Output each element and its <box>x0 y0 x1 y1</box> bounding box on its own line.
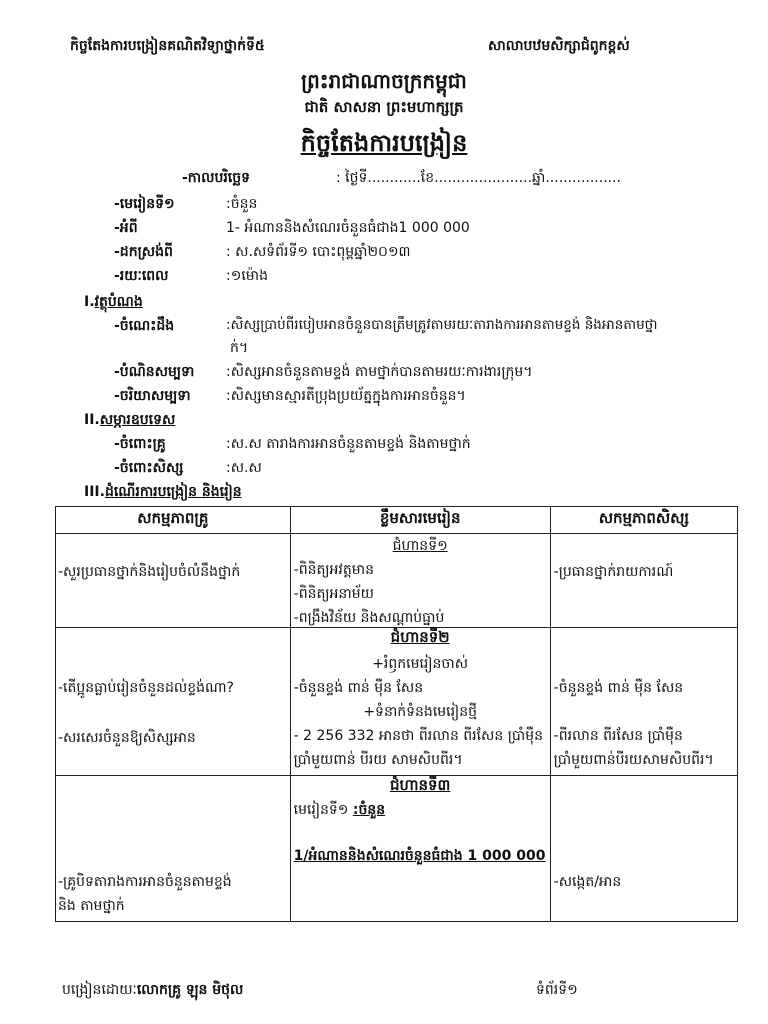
header-student-activity: សកម្មភាពសិស្ស <box>550 507 737 534</box>
table-row <box>56 534 738 628</box>
footer-teacher-prefix: បង្រៀនដោយៈ <box>62 982 137 998</box>
teacher-activity-line: -តើប្អូនធ្លាប់រៀនចំនួនដល់ខ្ទង់ណា? <box>58 680 234 696</box>
skill-value: :សិស្សអានចំនួនតាមខ្ទង់ តាមថ្នាក់បានតាមរយៈការងារក្រុម។ <box>226 364 533 380</box>
date-label: -កាលបរិច្ឆេទ <box>182 170 251 186</box>
content-line: -ចំនួនខ្ទង់ ពាន់ ម៉ឺន សែន <box>293 680 424 696</box>
lesson-plan-table <box>55 506 738 922</box>
student-activity-line: -សង្កេត/អាន <box>553 874 622 890</box>
lesson-name-prefix: មេរៀនទី១ <box>293 802 353 818</box>
date-value: : ថ្ងៃទី............ខែ......................ឆ្នាំ................. <box>336 170 622 186</box>
document-course-title: កិច្ចតែងការបង្រៀនគណិតវិទ្យាថ្នាក់ទី៥ <box>70 38 265 54</box>
step-label: ជំហានទី២ <box>390 628 450 646</box>
kingdom-heading: ព្រះរាជាណាចក្រកម្ពុជា <box>301 69 467 93</box>
student-activity-line: -ប្រធានថ្នាក់រាយការណ៍ <box>553 564 674 580</box>
source-label: -ដកស្រង់ពី <box>114 244 173 260</box>
content-line: -ពិនិត្យអវត្តមាន <box>293 562 374 578</box>
knowledge-value: :សិស្សប្រាប់ពីរបៀបអានចំនួនបានត្រឹមត្រូវតាមរយៈតារាងការអានតាមខ្ទង់ និងអានតាមថ្នា <box>226 317 658 333</box>
footer-teacher <box>62 980 243 1001</box>
teacher-activity-cell <box>56 534 291 628</box>
teacher-activity-cell <box>56 628 291 776</box>
student-activity-cell <box>550 776 737 922</box>
process-heading <box>84 482 242 503</box>
materials-heading-text: សម្ភារឧបទេស <box>99 412 176 428</box>
process-heading-text: ដំណើរការបង្រៀន និងរៀន <box>104 484 242 500</box>
source-value: : ស.សទំព័រទី១ បោះពុម្ពឆ្នាំ២០១៣ <box>226 244 411 260</box>
teacher-activity-line: -សួរប្រធានថ្នាក់និងរៀបចំលំនឹងថ្នាក់ <box>58 564 241 580</box>
lesson-name <box>294 800 385 821</box>
duration-label: -រយៈពេល <box>114 268 169 284</box>
table-row <box>56 776 738 922</box>
student-activity-cell <box>550 628 737 776</box>
header-teacher-activity: សកម្មភាពគ្រូ <box>56 507 291 534</box>
content-line: - 2 256 332 អានថា ពីរលាន ពីរសែន ប្រាំម៉ឺន <box>293 728 543 744</box>
lesson-name-title: :ចំនួន <box>352 802 386 818</box>
materials-heading <box>84 410 175 431</box>
skill-label: -បំណិនសម្បទា <box>114 364 195 380</box>
lesson-content-cell <box>290 776 550 922</box>
lesson-value: :ចំនួន <box>226 196 258 212</box>
lesson-content-cell <box>290 628 550 776</box>
page-title: កិច្ចតែងការបង្រៀន <box>300 129 468 157</box>
footer-teacher-name: លោកគ្រូ ឡុន មិថុល <box>136 982 244 998</box>
table-header-row <box>56 507 738 534</box>
objectives-heading-number: I. <box>84 294 95 310</box>
process-heading-number: III. <box>84 484 105 500</box>
topic-label: -អំពី <box>114 220 138 236</box>
content-line: -ពង្រឹងវិន័យ និងសណ្តាប់ធ្នាប់ <box>293 610 445 626</box>
objectives-heading-text: វត្ថុបំណង <box>94 294 143 310</box>
step-label: ជំហានទី៣ <box>389 776 451 794</box>
attitude-label: -ចរិយាសម្បទា <box>114 388 191 404</box>
teacher-activity-line: និង តាមថ្នាក់ <box>58 898 125 914</box>
teacher-activity-line: -សរសេរចំនួនឱ្យសិស្សអាន <box>58 730 196 746</box>
school-name: សាលាបឋមសិក្សាជំពូកខ្ពស់ <box>488 38 630 54</box>
footer-page-number: ទំព័រទី១ <box>536 982 578 998</box>
national-motto: ជាតិ សាសនា ព្រះមហាក្សត្រ <box>304 98 464 116</box>
header-lesson-content: ខ្លឹមសារមេរៀន <box>290 507 550 534</box>
student-activity-line: -ចំនួនខ្ទង់ ពាន់ ម៉ឺន សែន <box>553 680 684 696</box>
teacher-activity-line: -គ្រូបិទតារាងការអានចំនួនតាមខ្ទង់ <box>58 874 232 890</box>
attitude-value: :សិស្សមានស្មារតីប្រុងប្រយ័ត្នក្នុងការអានចំនួន។ <box>226 388 466 404</box>
lesson-content-cell <box>290 534 550 628</box>
content-subheading: +ទំនាក់ទំនងមេរៀនថ្មី <box>363 704 477 720</box>
knowledge-label: -ចំណេះដឹង <box>114 318 175 334</box>
materials-heading-number: II. <box>84 412 100 428</box>
content-line: ប្រាំមួយពាន់ បីរយ សាមសិបពីរ។ <box>293 752 463 768</box>
knowledge-value-cont: ក់។ <box>230 340 249 356</box>
teacher-materials-label: -ចំពោះគ្រូ <box>114 436 166 452</box>
step-label: ជំហានទី១ <box>392 538 448 554</box>
lesson-label: -មេរៀនទី១ <box>114 196 175 212</box>
content-subheading: +រំឭកមេរៀនចាស់ <box>372 656 469 672</box>
student-materials-label: -ចំពោះសិស្ស <box>114 460 184 476</box>
student-materials-value: :ស.ស <box>226 460 262 476</box>
teacher-materials-value: :ស.ស តារាងការអានចំនួនតាមខ្ទង់ និងតាមថ្នាក់ <box>226 436 471 452</box>
student-activity-line: ប្រាំមួយពាន់បីរយសាមសិបពីរ។ <box>553 752 714 768</box>
teacher-activity-cell <box>56 776 291 922</box>
content-line: -ពិនិត្យអនាម័យ <box>293 586 374 602</box>
table-row <box>56 628 738 776</box>
topic-value: 1- អំណាននិងសំណេរចំនួនធំជាង1 000 000 <box>226 220 470 236</box>
student-activity-cell <box>550 534 737 628</box>
lesson-topic: 1/អំណាននិងសំណេរចំនួនធំជាង 1 000 000 <box>293 848 546 864</box>
student-activity-line: -ពីរលាន ពីរសែន ប្រាំម៉ឺន <box>553 728 683 744</box>
duration-value: :១ម៉ោង <box>226 268 268 284</box>
objectives-heading <box>84 292 143 313</box>
